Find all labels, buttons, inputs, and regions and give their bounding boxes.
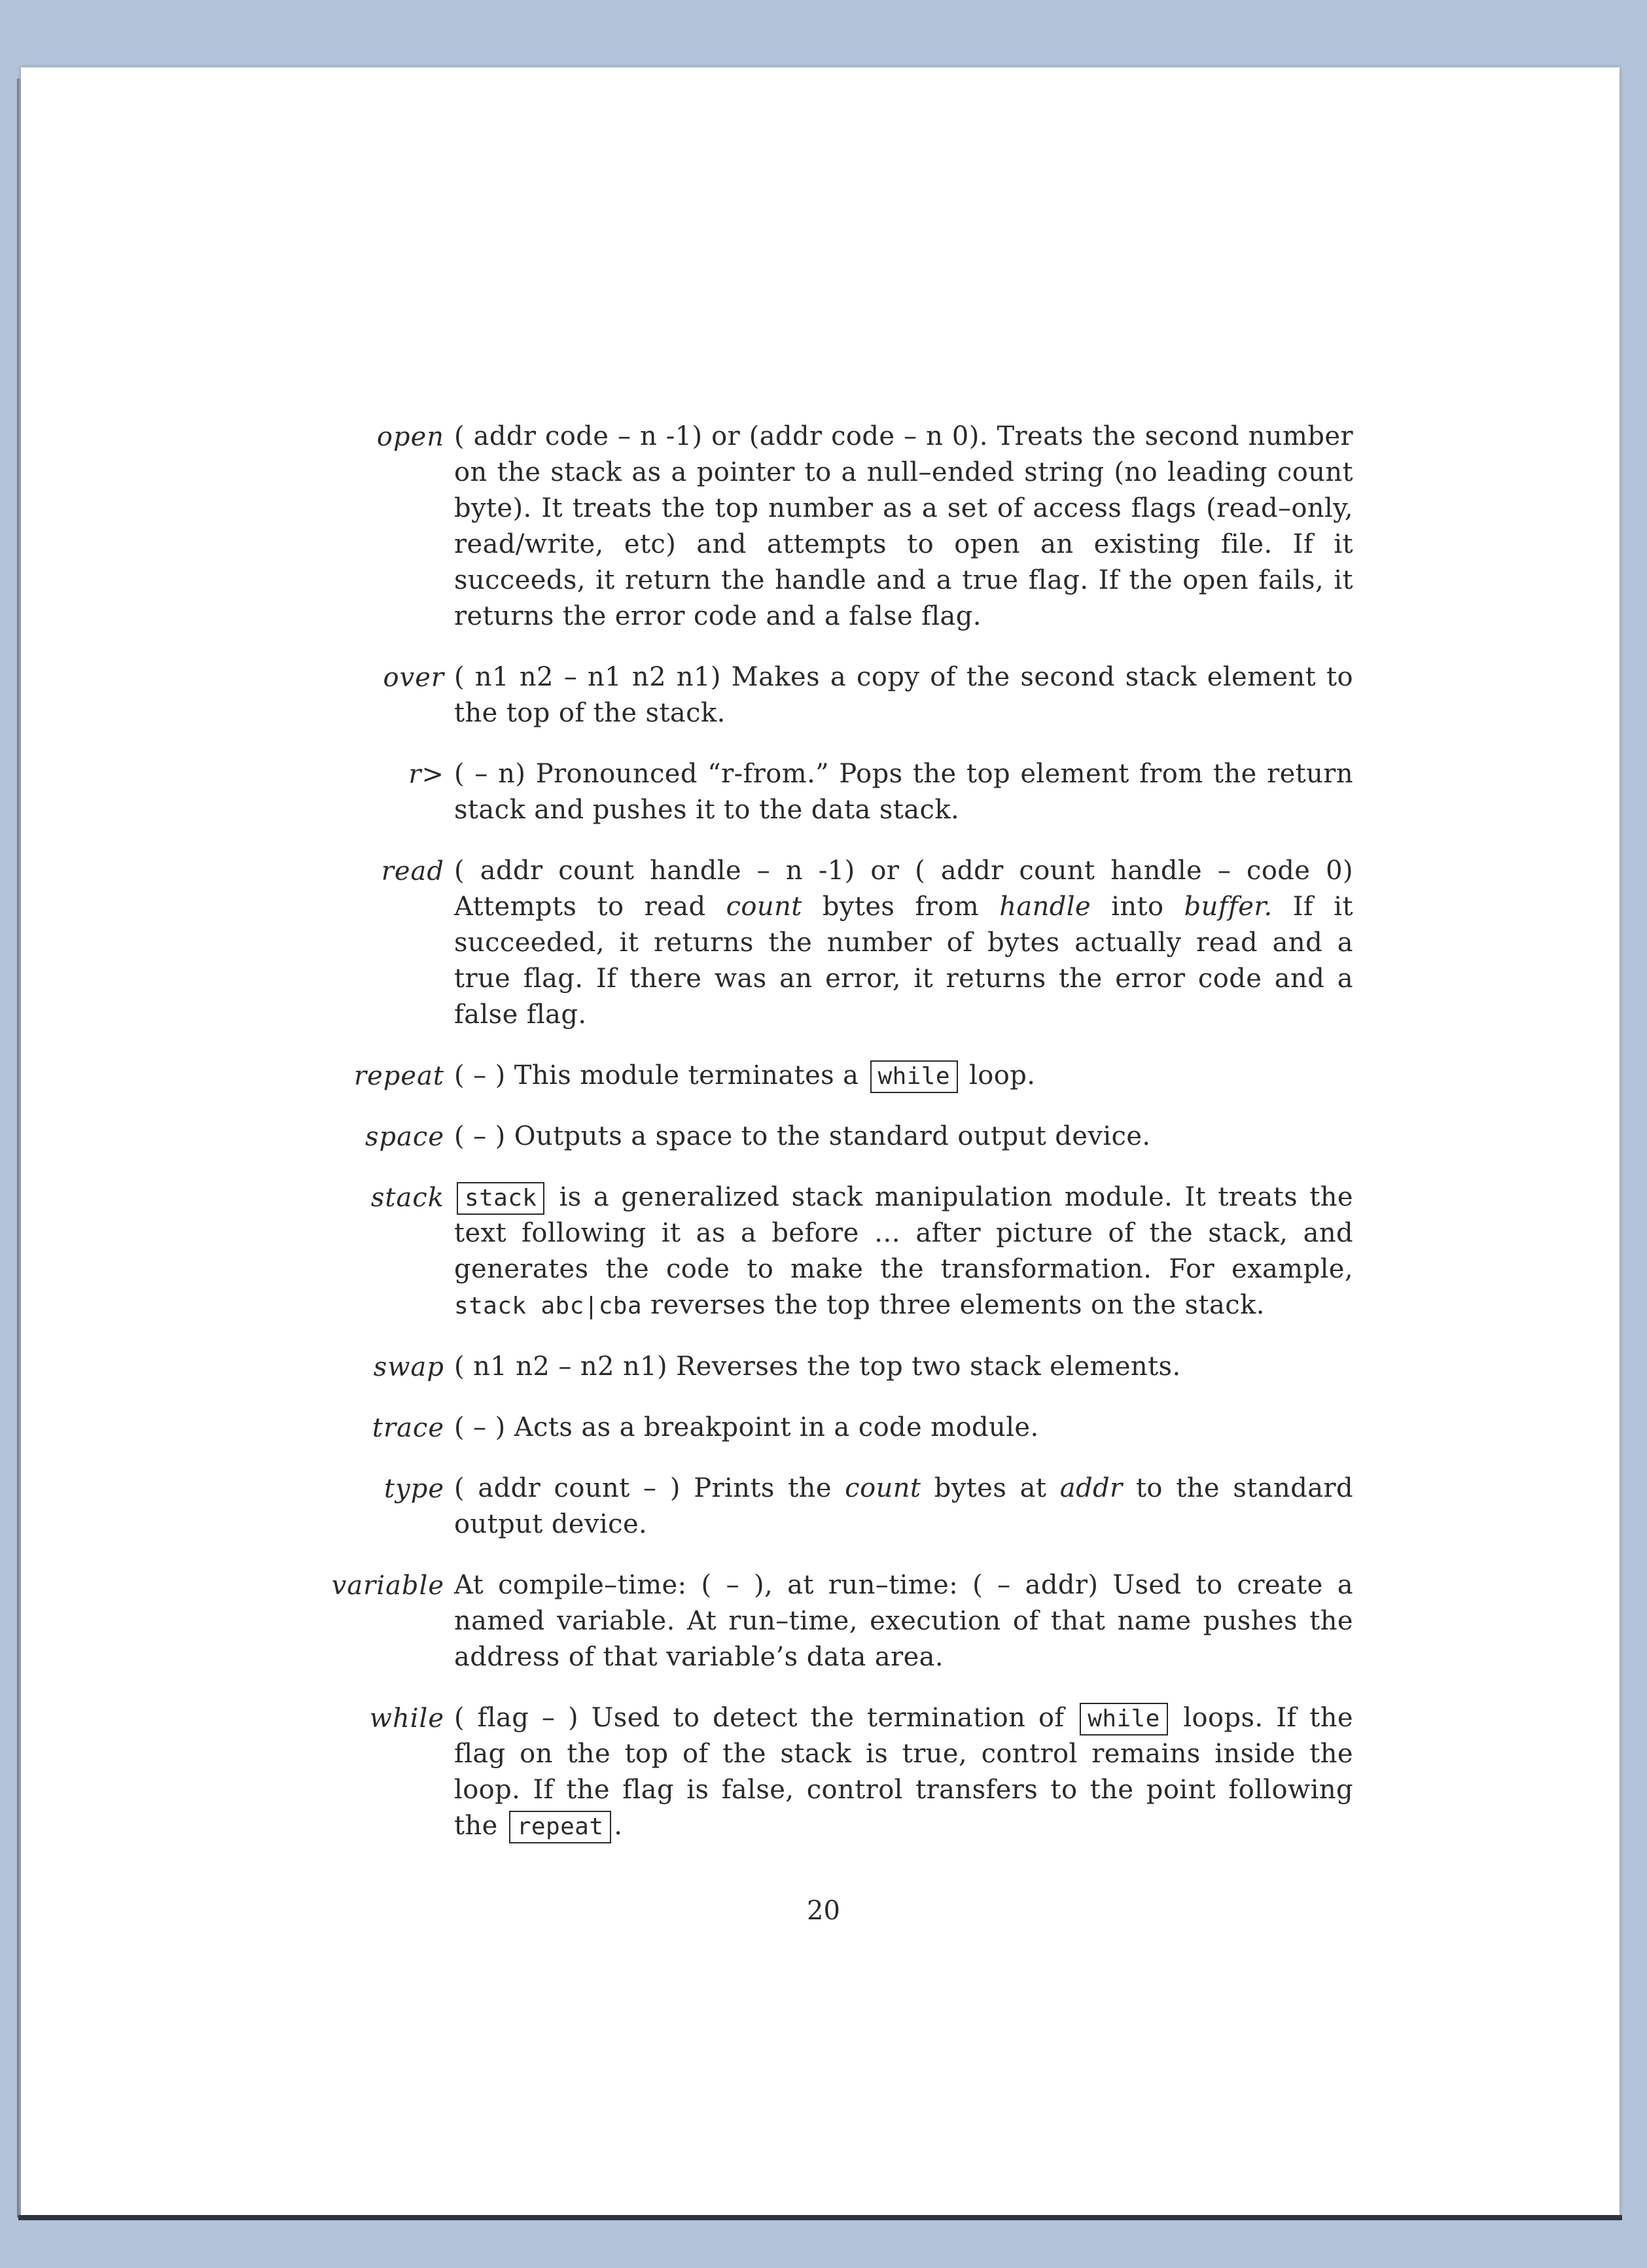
desc-repeat-text-1: ( – ) This module terminates a: [454, 1060, 859, 1090]
entry-over: [0, 659, 1647, 731]
paper-edge-bottom: [18, 2215, 1622, 2220]
term-while: while: [369, 1703, 444, 1734]
desc-type-em-addr: addr: [1059, 1473, 1123, 1503]
desc-open: ( addr code – n -1) or (addr code – n 0). Treats the second number on the stack as a pointer to a null–ended string (no leading count byte). It treats the top number as a set of access flags (read–only, read/write, etc) and attempts to open an existing file. If it succeeds, it return the handle and a true flag. If the open fails, it returns the error code and a false flag.: [454, 421, 1353, 631]
desc-swap: ( n1 n2 – n2 n1) Reverses the top two stack elements.: [454, 1352, 1181, 1382]
term-open: open: [376, 422, 444, 452]
desc-type-text-2: bytes at: [934, 1473, 1047, 1503]
desc-read: [454, 853, 1353, 1033]
entry-repeat: [0, 1058, 1647, 1094]
desc-read-em-buffer: buffer.: [1184, 892, 1273, 922]
entry-open: [0, 419, 1647, 635]
desc-read-text-3: into: [1111, 892, 1164, 922]
desc-read-text-4: If it succeeded, it returns the number of bytes actually read and a true flag. If there was an error, it returns the error code and a false flag.: [454, 892, 1353, 1030]
desc-stack-text-2: reverses the top three elements on the stack.: [650, 1290, 1265, 1320]
term-variable: variable: [331, 1571, 444, 1601]
desc-repeat-text-2: loop.: [969, 1060, 1036, 1090]
glossary-entries: [0, 419, 1647, 1869]
boxed-word-repeat: repeat: [509, 1811, 611, 1843]
term-over: over: [383, 663, 444, 693]
desc-space: ( – ) Outputs a space to the standard output device.: [454, 1121, 1151, 1151]
desc-trace: ( – ) Acts as a breakpoint in a code module.: [454, 1412, 1039, 1442]
desc-repeat: [454, 1058, 1353, 1094]
desc-type: [454, 1471, 1353, 1543]
desc-over: ( n1 n2 – n1 n2 n1) Makes a copy of the second stack element to the top of the stack.: [454, 662, 1353, 728]
boxed-word-while-2: while: [1080, 1703, 1167, 1736]
desc-read-em-handle: handle: [999, 892, 1091, 922]
desc-variable: At compile–time: ( – ), at run–time: ( – addr) Used to create a named variable. At run–time, execution of that name pushes the address of that variable’s data area.: [454, 1570, 1353, 1672]
code-example-stack: stack abc|cba: [454, 1293, 642, 1319]
entry-swap: [0, 1349, 1647, 1385]
entry-r-from: [0, 756, 1647, 828]
term-r-from: r>: [408, 759, 444, 790]
entry-read: [0, 853, 1647, 1033]
desc-type-text-3: to the standard output device.: [454, 1473, 1353, 1539]
entry-stack: [0, 1179, 1647, 1324]
desc-while-text-1: ( flag – ) Used to detect the termination of: [454, 1703, 1065, 1733]
entry-trace: [0, 1410, 1647, 1446]
term-trace: trace: [372, 1413, 444, 1443]
entry-while: [0, 1700, 1647, 1844]
term-repeat: repeat: [354, 1061, 444, 1091]
term-space: space: [364, 1122, 444, 1152]
desc-read-text-2: bytes from: [822, 892, 980, 922]
term-read: read: [381, 856, 444, 886]
desc-r-from: ( – n) Pronounced “r-from.” Pops the top element from the return stack and pushes it to the data stack.: [454, 759, 1353, 825]
desc-read-em-count: count: [726, 892, 802, 922]
desc-type-text-1: ( addr count – ) Prints the: [454, 1473, 832, 1503]
desc-while: [454, 1700, 1353, 1844]
term-type: type: [384, 1474, 444, 1504]
desc-stack-text-1: is a generalized stack manipulation module. It treats the text following it as a before … after picture of the stack, and generates the code to make the transformation. For example,: [454, 1182, 1354, 1284]
term-stack: stack: [370, 1183, 444, 1213]
desc-read-text-1: ( addr count handle – n -1) or ( addr count handle – code 0) Attempts to read: [454, 856, 1353, 922]
boxed-word-while: while: [870, 1060, 958, 1093]
term-swap: swap: [373, 1352, 444, 1382]
entry-type: [0, 1471, 1647, 1543]
boxed-word-stack: stack: [457, 1182, 544, 1215]
desc-while-text-3: .: [614, 1811, 623, 1841]
entry-variable: [0, 1567, 1647, 1675]
desc-type-em-count: count: [845, 1473, 921, 1503]
page-number: 20: [807, 1896, 840, 1926]
entry-space: [0, 1119, 1647, 1155]
desc-stack: [454, 1179, 1353, 1324]
desc-while-text-2: loops. If the flag on the top of the stack is true, control remains inside the loop. If the flag is false, control transfers to the point following the: [454, 1703, 1353, 1841]
